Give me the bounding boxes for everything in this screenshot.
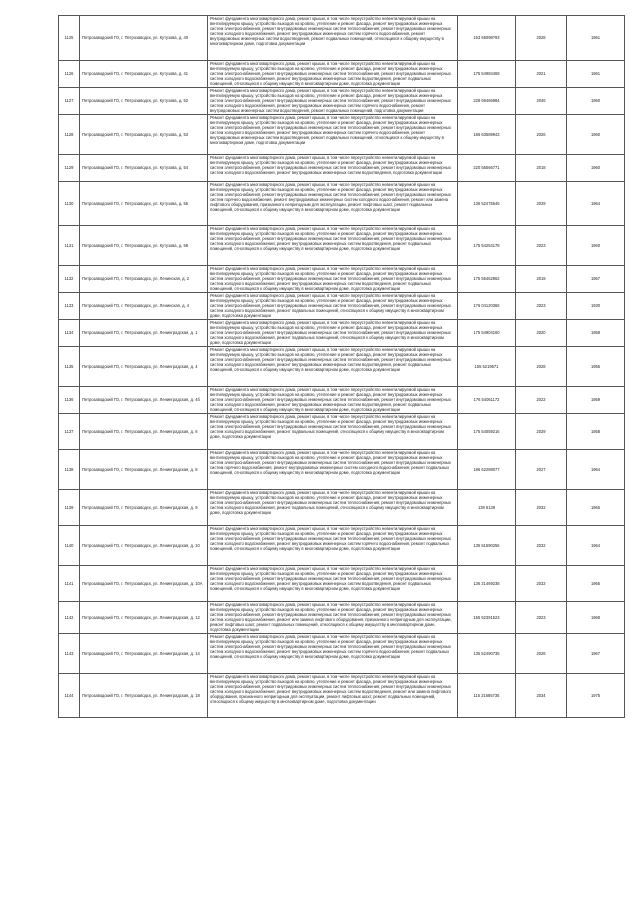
row-number: 1128 — [59, 115, 80, 155]
row-year-planned: 2027 — [516, 450, 567, 490]
row-year-planned: 2034 — [516, 673, 567, 717]
row-year-built: 1960 — [567, 226, 625, 266]
row-year-built: 1975 — [567, 673, 625, 717]
row-cost: 176 54061172 — [458, 387, 516, 414]
row-address: Петрозаводский ГО, г. Петрозаводск, ул. Ленинградская, д. 18 — [80, 673, 208, 717]
row-year-built: 1964 — [567, 450, 625, 490]
row-works: Ремонт фундамента многоквартирного дома, ремонт крыши, в том числе переустройство невентилируемой крыши на вентилируемую крышу, устройство выходов на кровлю, утепление и ремонт фасада, ремонт внутридомовых инженерных систем электроснабжения, ремонт внутридомовых инженерных систем теплоснабжения, ремонт внутридомовых инженерных систем холодного водоснабжения, ремонт внутридомовых инженерных систем горячего водоснабжения, ремонт подвальных помещений, относящихся к общему имуществу в многоквартирном доме, подготовка документации — [208, 526, 458, 566]
row-address: Петрозаводский ГО, г. Петрозаводск, ул. Кутузова, д. 54 — [80, 155, 208, 182]
row-year-planned: 2026 — [516, 633, 567, 673]
row-address: Петрозаводский ГО, г. Петрозаводск, ул. Ленинская, д. 4 — [80, 293, 208, 320]
row-year-built: 1930 — [567, 293, 625, 320]
row-address: Петрозаводский ГО, г. Петрозаводск, ул. Ленинградская, д. 14 — [80, 633, 208, 673]
row-number: 1137 — [59, 414, 80, 450]
row-year-planned: 2022 — [516, 387, 567, 414]
table-row — [59, 16, 625, 61]
row-address: Петрозаводский ГО, г. Петрозаводск, ул. Ленинградская, д. 6 — [80, 414, 208, 450]
row-cost: 175 54254178 — [458, 226, 516, 266]
row-year-planned: 2018 — [516, 155, 567, 182]
row-year-planned: 2032 — [516, 490, 567, 526]
row-year-built: 1964 — [567, 182, 625, 226]
row-works: Ремонт фундамента многоквартирного дома, ремонт крыши, в том числе переустройство невентилируемой крыши на вентилируемую крышу, устройство выходов на кровлю, утепление и ремонт фасада, ремонт внутридомовых инженерных систем электроснабжения, ремонт внутридомовых инженерных систем теплоснабжения, ремонт внутридомовых инженерных систем холодного водоснабжения, ремонт подвальных помещений, относящихся к общему имуществу в многоквартирном доме, подготовка документации — [208, 293, 458, 320]
row-cost: 135 52490735 — [458, 633, 516, 673]
row-year-built: 1961 — [567, 61, 625, 88]
row-year-planned: 2029 — [516, 414, 567, 450]
row-year-built: 1965 — [567, 566, 625, 602]
table-row — [59, 602, 625, 634]
row-number: 1131 — [59, 226, 80, 266]
row-address: Петрозаводский ГО, г. Петрозаводск, ул. Ленинградская, д. 1 — [80, 320, 208, 347]
row-works: Ремонт фундамента многоквартирного дома, ремонт крыши, в том числе переустройство невентилируемой крыши на вентилируемую крышу, устройство выходов на кровлю, утепление и ремонт фасада, ремонт внутридомовых инженерных систем электроснабжения, ремонт внутридомовых инженерных систем теплоснабжения, ремонт внутридомовых инженерных систем холодного водоснабжения, ремонт подвальных помещений, относящихся к общему имуществу в многоквартирном доме, подготовка документации — [208, 414, 458, 450]
row-works: Ремонт фундамента многоквартирного дома, ремонт крыши, в том числе переустройство невентилируемой крыши на вентилируемую крышу, устройство выходов на кровлю, утепление и ремонт фасада, ремонт внутридомовых инженерных систем электроснабжения, ремонт внутридомовых инженерных систем теплоснабжения, ремонт внутридомовых инженерных систем холодного водоснабжения, ремонт внутридомовых инженерных систем горячего водоснабжения, ремонт внутридомовых инженерных систем водоотведения, ремонт подвальных помещений, подготовка документации — [208, 88, 458, 115]
row-number: 1135 — [59, 347, 80, 387]
row-year-planned: 2021 — [516, 61, 567, 88]
row-cost: 175 54904160 — [458, 320, 516, 347]
table-row — [59, 266, 625, 293]
document-sheet — [58, 15, 624, 718]
table-row — [59, 566, 625, 602]
row-address: Петрозаводский ГО, г. Петрозаводск, ул. Ленинградская, д. 4б — [80, 387, 208, 414]
table-row — [59, 387, 625, 414]
row-works: Ремонт фундамента многоквартирного дома, ремонт крыши, в том числе переустройство невентилируемой крыши на вентилируемую крышу, устройство выходов на кровлю, утепление и ремонт фасада, ремонт внутридомовых инженерных систем электроснабжения, ремонт внутридомовых инженерных систем теплоснабжения, ремонт внутридомовых инженерных систем холодного водоснабжения, ремонт внутридомовых инженерных систем водоотведения, ремонт подвальных помещений, относящихся к общему имуществу в многоквартирном доме, подготовка документации — [208, 347, 458, 387]
table-row — [59, 320, 625, 347]
row-works: Ремонт фундамента многоквартирного дома, ремонт крыши, в том числе переустройство невентилируемой крыши на вентилируемую крышу, устройство выходов на кровлю, утепление и ремонт фасада, ремонт внутридомовых инженерных систем электроснабжения, ремонт внутридомовых инженерных систем теплоснабжения, ремонт внутридомовых инженерных систем холодного водоснабжения, ремонт подвальных помещений, относящихся к общему имуществу в многоквартирном доме, подготовка документации — [208, 320, 458, 347]
row-year-built: 1967 — [567, 633, 625, 673]
row-number: 1136 — [59, 387, 80, 414]
row-address: Петрозаводский ГО, г. Петрозаводск, ул. Ленинградская, д. 8 — [80, 450, 208, 490]
row-number: 1138 — [59, 450, 80, 490]
row-year-built: 1957 — [567, 266, 625, 293]
table-row — [59, 155, 625, 182]
row-works: Ремонт фундамента многоквартирного дома, ремонт крыши, в том числе переустройство невентилируемой крыши на вентилируемую крышу, устройство выходов на кровлю, утепление и ремонт фасада, ремонт внутридомовых инженерных систем электроснабжения, ремонт внутридомовых инженерных систем теплоснабжения, ремонт внутридомовых инженерных систем холодного водоснабжения, ремонт подвальных помещений, относящихся к общему имуществу в многоквартирном доме, подготовка документации — [208, 490, 458, 526]
row-works: Ремонт фундамента многоквартирного дома, ремонт крыши, в том числе переустройство невентилируемой крыши на вентилируемую крышу, устройство выходов на кровлю, утепление и ремонт фасада, ремонт внутридомовых инженерных систем электроснабжения, ремонт внутридомовых инженерных систем теплоснабжения, ремонт внутридомовых инженерных систем холодного водоснабжения, ремонт внутридомовых инженерных систем водоотведения, ремонт подвальных помещений, относящихся к общему имуществу в многоквартирном доме, подготовка документации — [208, 61, 458, 88]
row-year-built: 1964 — [567, 526, 625, 566]
row-cost: 135 51590256 — [458, 526, 516, 566]
table-row — [59, 61, 625, 88]
row-cost: 186 63589943 — [458, 115, 516, 155]
row-address: Петрозаводский ГО, г. Петрозаводск, ул. Кутузова, д. 40 — [80, 16, 208, 61]
row-address: Петрозаводский ГО, г. Петрозаводск, ул. Ленинградская, д. 4 — [80, 347, 208, 387]
row-number: 1141 — [59, 566, 80, 602]
row-year-planned: 2046 — [516, 88, 567, 115]
table-row — [59, 490, 625, 526]
row-year-planned: 2028 — [516, 16, 567, 61]
row-year-planned: 2020 — [516, 320, 567, 347]
row-works: Ремонт фундамента многоквартирного дома, ремонт крыши, в том числе переустройство невентилируемой крыши на вентилируемую крышу, устройство выходов на кровлю, утепление и ремонт фасада, ремонт внутридомовых инженерных систем электроснабжения, ремонт внутридомовых инженерных систем теплоснабжения, ремонт внутридомовых инженерных систем холодного водоснабжения, ремонт внутридомовых инженерных систем водоотведения, ремонт подвальных помещений, относящихся к общему имуществу в многоквартирном доме, подготовка документации — [208, 266, 458, 293]
row-cost: 175 55462862 — [458, 266, 516, 293]
row-number: 1129 — [59, 155, 80, 182]
row-cost: 139 6139 — [458, 490, 516, 526]
row-year-built: 1955 — [567, 347, 625, 387]
row-number: 1140 — [59, 526, 80, 566]
row-cost: 115 21685735 — [458, 673, 516, 717]
row-cost: 228 69466984 — [458, 88, 516, 115]
row-works: Ремонт фундамента многоквартирного дома, ремонт крыши, в том числе переустройство невентилируемой крыши на вентилируемую крышу, устройство выходов на кровлю, утепление и ремонт фасада, ремонт внутридомовых инженерных систем электроснабжения, ремонт внутридомовых инженерных систем теплоснабжения, ремонт внутридомовых инженерных систем холодного водоснабжения, ремонт внутридомовых инженерных систем горячего водоснабжения, ремонт внутридомовых инженерных систем водоотведения, ремонт подвальных помещений, относящихся к общему имуществу в многоквартирном доме, подготовка документации — [208, 115, 458, 155]
row-cost: 136 52475646 — [458, 182, 516, 226]
row-works: Ремонт фундамента многоквартирного дома, ремонт крыши, в том числе переустройство невентилируемой крыши на вентилируемую крышу, устройство выходов на кровлю, утепление и ремонт фасада, ремонт внутридомовых инженерных систем электроснабжения, ремонт внутридомовых инженерных систем теплоснабжения, ремонт внутридомовых инженерных систем горячего водоснабжения, ремонт внутридомовых инженерных систем холодного водоснабжения, ремонт или замена лифтового оборудования, признанного непригодным для эксплуатации, ремонт лифтовых шахт, ремонт подвальных помещений, относящихся к общему имуществу в многоквартирном доме, подготовка документации — [208, 182, 458, 226]
row-works: Ремонт фундамента многоквартирного дома, ремонт крыши, в том числе переустройство невентилируемой крыши на вентилируемую крышу, устройство выходов на кровлю, утепление и ремонт фасада, ремонт внутридомовых инженерных систем электроснабжения, ремонт внутридомовых инженерных систем теплоснабжения, ремонт внутридомовых инженерных систем холодного водоснабжения, ремонт внутридомовых инженерных систем водоотведения, ремонт подвальных помещений, относящихся к общему имуществу в многоквартирном доме, подготовка документации — [208, 566, 458, 602]
row-year-planned: 2029 — [516, 182, 567, 226]
row-number: 1126 — [59, 61, 80, 88]
row-cost: 220 55566771 — [458, 155, 516, 182]
table-row — [59, 182, 625, 226]
table-row — [59, 633, 625, 673]
row-address: Петрозаводский ГО, г. Петрозаводск, ул. Ленинградская, д. 10 — [80, 526, 208, 566]
row-year-planned: 2023 — [516, 293, 567, 320]
row-address: Петрозаводский ГО, г. Петрозаводск, ул. Ленинградская, д. 12 — [80, 602, 208, 634]
row-cost: 155 5219571 — [458, 347, 516, 387]
capital-repair-table — [58, 15, 625, 718]
table-body — [59, 16, 625, 718]
row-works: Ремонт фундамента многоквартирного дома, ремонт крыши, в том числе переустройство невентилируемой крыши на вентилируемую крышу, устройство выходов на кровлю, утепление и ремонт фасада, ремонт внутридомовых инженерных систем электроснабжения, ремонт внутридомовых инженерных систем теплоснабжения, ремонт внутридомовых инженерных систем холодного водоснабжения, ремонт внутридомовых инженерных систем водоотведения, ремонт подвальных помещений, относящихся к общему имуществу в многоквартирном доме, подготовка документации — [208, 226, 458, 266]
row-year-planned: 2032 — [516, 566, 567, 602]
row-year-built: 1960 — [567, 155, 625, 182]
row-number: 1142 — [59, 602, 80, 634]
row-year-planned: 2019 — [516, 266, 567, 293]
row-address: Петрозаводский ГО, г. Петрозаводск, ул. Кутузова, д. 52 — [80, 88, 208, 115]
row-works: Ремонт фундамента многоквартирного дома, ремонт крыши, в том числе переустройство невентилируемой крыши на вентилируемую крышу, устройство выходов на кровлю, утепление и ремонт фасада, ремонт внутридомовых инженерных систем электроснабжения, ремонт внутридомовых инженерных систем теплоснабжения, ремонт внутридомовых инженерных систем холодного водоснабжения, ремонт внутридомовых инженерных систем горячего водоснабжения, ремонт внутридомовых инженерных систем водоотведения, ремонт подвальных помещений, относящихся к общему имуществу в многоквартирном доме, подготовка документации — [208, 16, 458, 61]
row-number: 1143 — [59, 633, 80, 673]
row-cost: 153 55098?93 — [458, 16, 516, 61]
row-number: 1132 — [59, 266, 80, 293]
row-year-built: 1965 — [567, 490, 625, 526]
row-number: 1133 — [59, 293, 80, 320]
row-year-built: 1960 — [567, 115, 625, 155]
row-year-built: 1959 — [567, 387, 625, 414]
table-row — [59, 450, 625, 490]
row-year-built: 1961 — [567, 16, 625, 61]
row-number: 1134 — [59, 320, 80, 347]
row-year-built: 1958 — [567, 320, 625, 347]
table-row — [59, 414, 625, 450]
row-year-planned: 2028 — [516, 347, 567, 387]
row-year-built: 1958 — [567, 414, 625, 450]
table-row — [59, 347, 625, 387]
row-address: Петрозаводский ГО, г. Петрозаводск, ул. Ленинская, д. 2 — [80, 266, 208, 293]
row-number: 1130 — [59, 182, 80, 226]
row-works: Ремонт фундамента многоквартирного дома, ремонт крыши, в том числе переустройство невентилируемой крыши на вентилируемую крышу, устройство выходов на кровлю, утепление и ремонт фасада, ремонт внутридомовых инженерных систем электроснабжения, ремонт внутридомовых инженерных систем теплоснабжения, ремонт внутридомовых инженерных систем холодного водоснабжения, ремонт или замена лифтового оборудования, признанного непригодным для эксплуатации, ремонт лифтовых шахт, ремонт подвальных помещений, относящихся к общему имуществу в многоквартирном доме, подготовка документации — [208, 602, 458, 634]
table-row — [59, 115, 625, 155]
row-cost: 186 62288077 — [458, 450, 516, 490]
table-row — [59, 526, 625, 566]
table-row — [59, 88, 625, 115]
row-address: Петрозаводский ГО, г. Петрозаводск, ул. Кутузова, д. 58 — [80, 226, 208, 266]
row-works: Ремонт фундамента многоквартирного дома, ремонт крыши, в том числе переустройство невентилируемой крыши на вентилируемую крышу, устройство выходов на кровлю, утепление и ремонт фасада, ремонт внутридомовых инженерных систем электроснабжения, ремонт внутридомовых инженерных систем теплоснабжения, ремонт внутридомовых инженерных систем холодного водоснабжения, ремонт внутридомовых инженерных систем водоотведения, подготовка документации — [208, 155, 458, 182]
table-row — [59, 673, 625, 717]
row-number: 1127 — [59, 88, 80, 115]
row-year-planned: 2032 — [516, 526, 567, 566]
row-cost: 155 52391523 — [458, 602, 516, 634]
row-year-built: 1960 — [567, 88, 625, 115]
table-row — [59, 226, 625, 266]
row-address: Петрозаводский ГО, г. Петрозаводск, ул. Ленинградская, д. 10А — [80, 566, 208, 602]
row-works: Ремонт фундамента многоквартирного дома, ремонт крыши, в том числе переустройство невентилируемой крыши на вентилируемую крышу, устройство выходов на кровлю, утепление и ремонт фасада, ремонт внутридомовых инженерных систем электроснабжения, ремонт внутридомовых инженерных систем теплоснабжения, ремонт внутридомовых инженерных систем горячего водоснабжения, ремонт внутридомовых инженерных систем холодного водоснабжения, ремонт подвальных помещений, относящихся к общему имуществу в многоквартирном доме, подготовка документации — [208, 450, 458, 490]
row-number: 1144 — [59, 673, 80, 717]
row-year-planned: 2023 — [516, 602, 567, 634]
table-row — [59, 293, 625, 320]
row-works: Ремонт фундамента многоквартирного дома, ремонт крыши, в том числе переустройство невентилируемой крыши на вентилируемую крышу, устройство выходов на кровлю, утепление и ремонт фасада, ремонт внутридомовых инженерных систем электроснабжения, ремонт внутридомовых инженерных систем теплоснабжения, ремонт внутридомовых инженерных систем холодного водоснабжения, ремонт внутридомовых инженерных систем водоотведения, ремонт или замена лифтового оборудования, признанного непригодным для эксплуатации, ремонт лифтовых шахт, ремонт подвальных помещений, относящихся к общему имуществу в многоквартирном доме, подготовка документации — [208, 673, 458, 717]
row-address: Петрозаводский ГО, г. Петрозаводск, ул. Кутузова, д. 55 — [80, 182, 208, 226]
row-year-planned: 2023 — [516, 226, 567, 266]
row-address: Петрозаводский ГО, г. Петрозаводск, ул. Кутузова, д. 41 — [80, 61, 208, 88]
row-number: 1139 — [59, 490, 80, 526]
row-works: Ремонт фундамента многоквартирного дома, ремонт крыши, в том числе переустройство невентилируемой крыши на вентилируемую крышу, устройство выходов на кровлю, утепление и ремонт фасада, ремонт внутридомовых инженерных систем электроснабжения, ремонт внутридомовых инженерных систем теплоснабжения, ремонт внутридомовых инженерных систем холодного водоснабжения, ремонт внутридомовых инженерных систем горячего водоснабжения, ремонт подвальных помещений, относящихся к общему имуществу в многоквартирном доме, подготовка документации — [208, 633, 458, 673]
row-address: Петрозаводский ГО, г. Петрозаводск, ул. Ленинградская, д. 9 — [80, 490, 208, 526]
row-cost: 136 21469238 — [458, 566, 516, 602]
row-cost: 175 54059216 — [458, 414, 516, 450]
row-cost: 176 04120366 — [458, 293, 516, 320]
row-cost: 175 54984469 — [458, 61, 516, 88]
row-works: Ремонт фундамента многоквартирного дома, ремонт крыши, в том числе переустройство невентилируемой крыши на вентилируемую крышу, устройство выходов на кровлю, утепление и ремонт фасада, ремонт внутридомовых инженерных систем электроснабжения, ремонт внутридомовых инженерных систем теплоснабжения, ремонт внутридомовых инженерных систем холодного водоснабжения, ремонт внутридомовых инженерных систем водоотведения, ремонт подвальных помещений, относящихся к общему имуществу в многоквартирном доме, подготовка документации — [208, 387, 458, 414]
row-year-planned: 2026 — [516, 115, 567, 155]
row-address: Петрозаводский ГО, г. Петрозаводск, ул. Кутузова, д. 53 — [80, 115, 208, 155]
row-year-built: 1968 — [567, 602, 625, 634]
row-number: 1125 — [59, 16, 80, 61]
